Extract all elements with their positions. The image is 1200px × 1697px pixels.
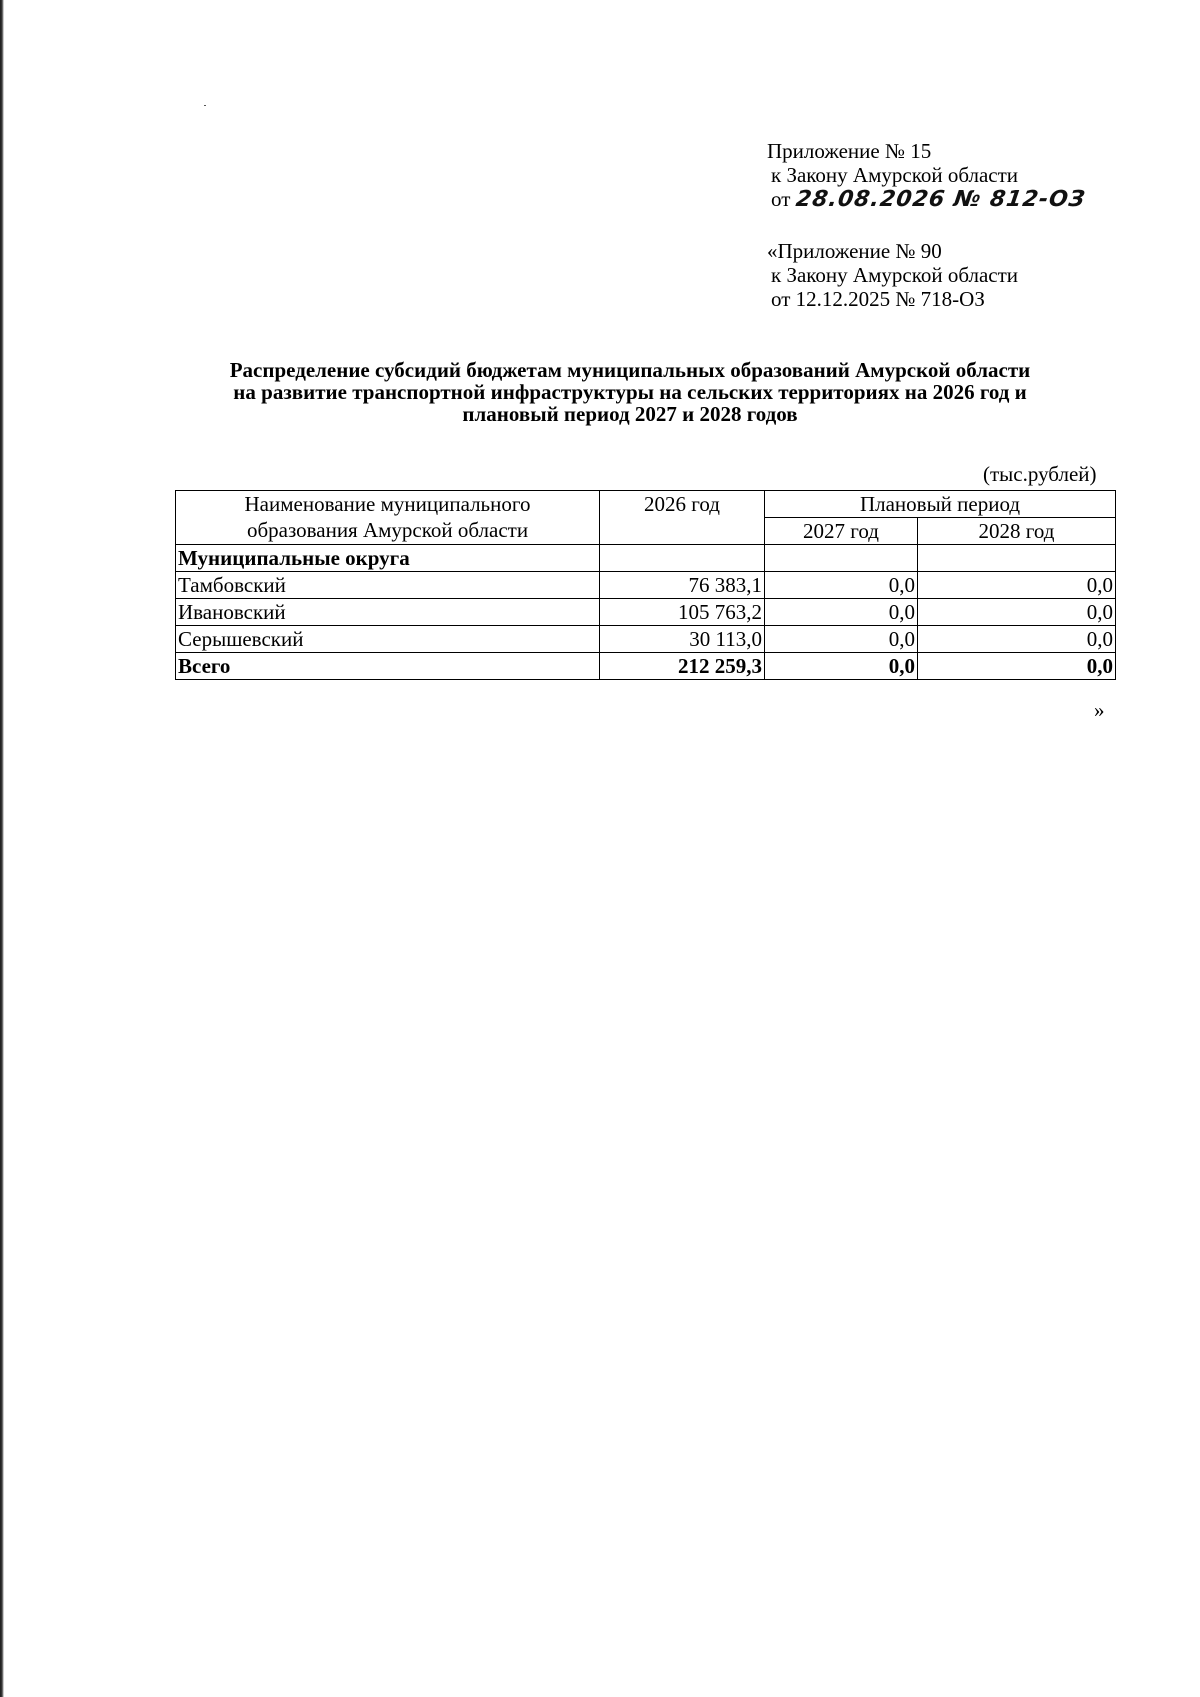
row-value-2028: 0,0 <box>918 626 1116 653</box>
subsidy-table <box>175 490 1116 680</box>
appendix-law-reference: к Закону Амурской области <box>771 163 1019 187</box>
table-row <box>176 572 1116 599</box>
header-municipality-name <box>176 491 600 545</box>
section-label: Муниципальные округа <box>176 545 600 572</box>
header-year-2028: 2028 год <box>918 518 1116 545</box>
header-year-2026: 2026 год <box>600 491 765 545</box>
amended-law-date: от 12.12.2025 № 718-ОЗ <box>771 287 985 311</box>
row-value-2027: 0,0 <box>765 626 918 653</box>
total-value-2027: 0,0 <box>765 653 918 680</box>
section-cell-2026 <box>600 545 765 572</box>
handwritten-date-number: 28.08.2026 № 812-ОЗ <box>793 187 1087 212</box>
amended-appendix-number: «Приложение № 90 <box>767 239 942 263</box>
title-line-2: на развитие транспортной инфраструктуры на сельских территориях на 2026 год и <box>233 380 1027 404</box>
section-row <box>176 545 1116 572</box>
closing-quote-mark: » <box>1094 698 1105 722</box>
row-name: Серышевский <box>176 626 600 653</box>
row-value-2026: 105 763,2 <box>600 599 765 626</box>
table-row <box>176 626 1116 653</box>
appendix-date-line <box>767 187 1085 211</box>
amended-law-reference: к Закону Амурской области <box>771 263 1019 287</box>
row-value-2028: 0,0 <box>918 599 1116 626</box>
document-title <box>150 359 1110 425</box>
total-value-2026: 212 259,3 <box>600 653 765 680</box>
appendix-number: Приложение № 15 <box>767 139 932 163</box>
row-value-2026: 30 113,0 <box>600 626 765 653</box>
row-value-2027: 0,0 <box>765 599 918 626</box>
appendix-header-amended <box>767 239 1018 311</box>
header-name-line-2: образования Амурской области <box>246 518 529 542</box>
title-line-3: плановый период 2027 и 2028 годов <box>462 402 798 426</box>
scan-edge-artifact <box>0 0 4 1697</box>
scan-speck <box>204 105 206 106</box>
header-year-2027: 2027 год <box>765 518 918 545</box>
row-name: Тамбовский <box>176 572 600 599</box>
total-label: Всего <box>176 653 600 680</box>
table-row <box>176 599 1116 626</box>
appendix-date-prefix: от <box>771 187 791 211</box>
table-header-row-1 <box>176 491 1116 518</box>
row-value-2028: 0,0 <box>918 572 1116 599</box>
units-label: (тыс.рублей) <box>983 462 1097 486</box>
header-name-line-1: Наименование муниципального <box>244 492 531 516</box>
section-cell-2028 <box>918 545 1116 572</box>
appendix-header-new <box>767 139 1085 211</box>
row-name: Ивановский <box>176 599 600 626</box>
total-row <box>176 653 1116 680</box>
header-planned-period: Плановый период <box>765 491 1116 518</box>
row-value-2027: 0,0 <box>765 572 918 599</box>
section-cell-2027 <box>765 545 918 572</box>
title-line-1: Распределение субсидий бюджетам муниципальных образований Амурской области <box>229 358 1031 382</box>
row-value-2026: 76 383,1 <box>600 572 765 599</box>
total-value-2028: 0,0 <box>918 653 1116 680</box>
